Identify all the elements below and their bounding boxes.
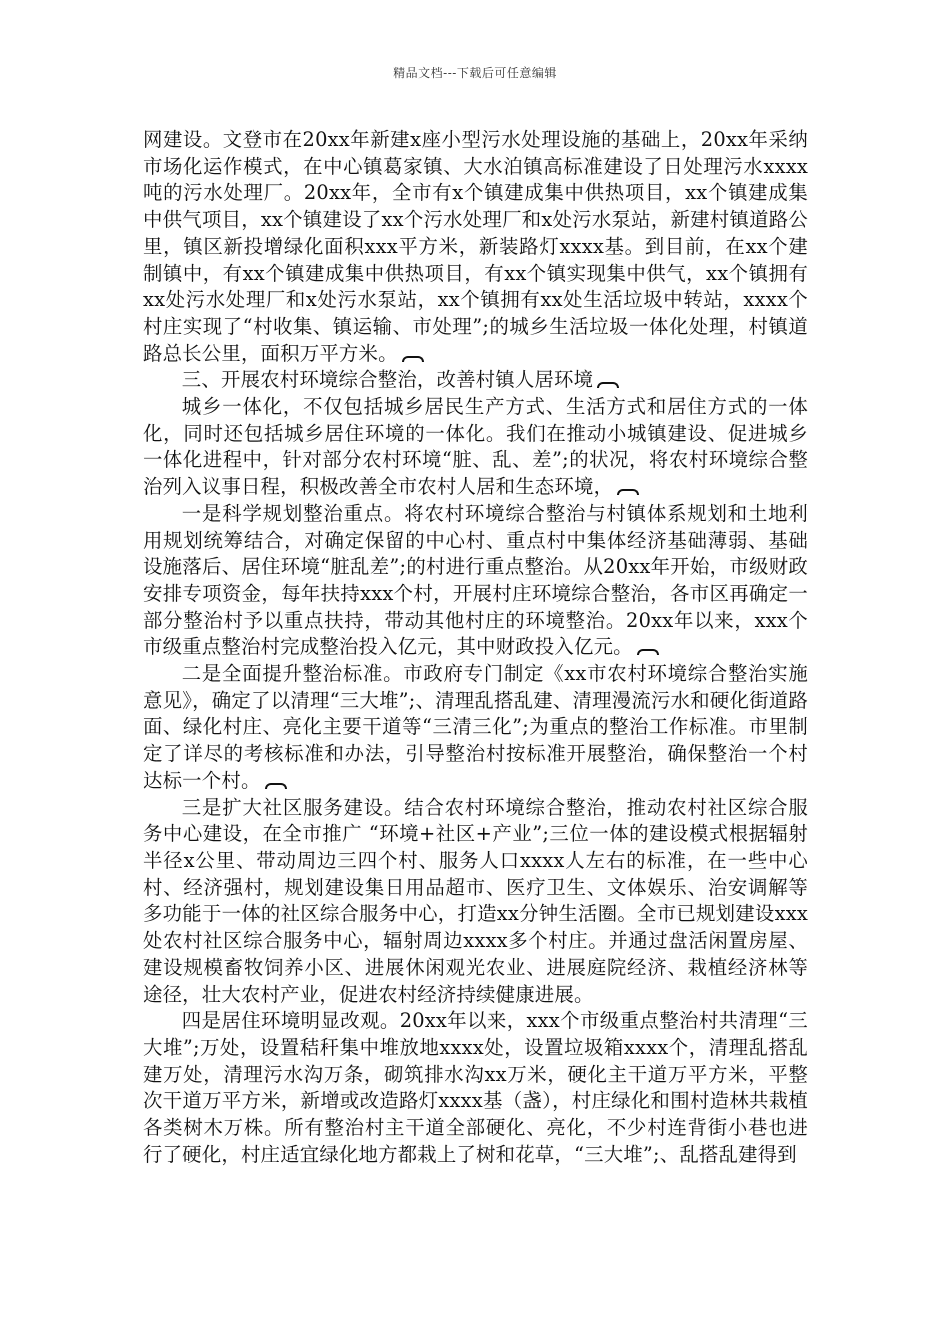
paragraph-text: 网建设。文登市在20xx年新建x座小型污水处理设施的基础上，20xx年采纳市场化运作模式，在中心镇葛家镇、大水泊镇高标准建设了日处理污水xxxx吨的污水处理厂。20xx年，全市有x个镇建成集中供热项目，xx个镇建成集中供气项目，xx个镇建设了xx个污水处理厂和x处污水泵站，新建村镇道路公里，镇区新投增绿化面积xxx平方米，新装路灯xxxx基。到目前，在xx个建制镇中，有xx个镇建成集中供热项目，有xx个镇实现集中供气，xx个镇拥有xx处污水处理厂和x处污水泵站，xx个镇拥有xx处生活垃圾中转站，xxxx个村庄实现了“村收集、镇运输、市处理”;的城乡生活垃圾一体化处理，村镇道路总长公里，面积万平方米。	[143, 128, 808, 365]
paragraph-6	[143, 795, 808, 1009]
paragraph-3	[143, 394, 808, 501]
paragraph-1	[143, 127, 808, 367]
section-heading	[143, 367, 808, 394]
paragraph-5	[143, 661, 808, 795]
paragraph-mark-icon	[402, 356, 424, 362]
document-body	[143, 127, 808, 1168]
paragraph-text: 二是全面提升整治标准。市政府专门制定《xx市农村环境综合整治实施意见》，确定了以清理“三大堆”;、清理乱搭乱建、清理漫流污水和硬化街道路面、绿化村庄、亮化主要干道等“三清三化”;为重点的整治工作标准。市里制定了详尽的考核标准和办法，引导整治村按标准开展整治，确保整治一个村达标一个村。	[143, 662, 808, 792]
paragraph-text: 四是居住环境明显改观。20xx年以来，xxx个市级重点整治村共清理“三大堆”;万处，设置秸秆集中堆放地xxxx处，设置垃圾箱xxxx个，清理乱搭乱建万处，清理污水沟万条，砌筑排水沟xx万米，硬化主干道万平方米，平整次干道万平方米，新增或改造路灯xxxx基（盏），村庄绿化和围村造林共栽植各类树木万株。所有整治村主干道全部硬化、亮化，不少村连背街小巷也进行了硬化，村庄适宜绿化地方都栽上了树和花草，“三大堆”;、乱搭乱建得到	[143, 1009, 808, 1166]
paragraph-text: 三是扩大社区服务建设。结合农村环境综合整治，推动农村社区综合服务中心建设，在全市推广 “环境+社区+产业”;三位一体的建设模式根据辐射半径x公里、带动周边三四个村、服务人口xxxx人左右的标准，在一些中心村、经济强村，规划建设集日用品超市、医疗卫生、文体娱乐、治安调解等多功能于一体的社区综合服务中心，打造xx分钟生活圈。全市已规划建设xxx处农村社区综合服务中心，辐射周边xxxx多个村庄。并通过盘活闲置房屋、建设规模畜牧饲养小区、进展休闲观光农业、进展庭院经济、栽植经济林等途径，壮大农村产业，促进农村经济持续健康进展。	[143, 795, 808, 1006]
paragraph-mark-icon	[617, 489, 639, 495]
paragraph-text: 三、开展农村环境综合整治，改善村镇人居环境	[181, 368, 594, 392]
paragraph-mark-icon	[597, 382, 619, 388]
paragraph-text: 一是科学规划整治重点。将农村环境综合整治与村镇体系规划和土地利用规划统筹结合，对确定保留的中心村、重点村中集体经济基础薄弱、基础设施落后、居住环境“脏乱差”;的村进行重点整治。从20xx年开始，市级财政安排专项资金，每年扶持xxx个村，开展村庄环境综合整治，各市区再确定一部分整治村予以重点扶持，带动其他村庄的环境整治。20xx年以来，xxx个市级重点整治村完成整治投入亿元，其中财政投入亿元。	[143, 501, 808, 659]
paragraph-4	[143, 501, 808, 661]
page-header: 精品文档---下载后可任意编辑	[393, 66, 557, 80]
paragraph-mark-icon	[265, 783, 287, 789]
paragraph-text: 城乡一体化，不仅包括城乡居民生产方式、生活方式和居住方式的一体化，同时还包括城乡居住环境的一体化。我们在推动小城镇建设、促进城乡一体化进程中，针对部分农村环境“脏、乱、差”;的状况，将农村环境综合整治列入议事日程，积极改善全市农村人居和生态环境，	[143, 395, 808, 499]
paragraph-7	[143, 1008, 808, 1168]
paragraph-mark-icon	[637, 649, 659, 655]
